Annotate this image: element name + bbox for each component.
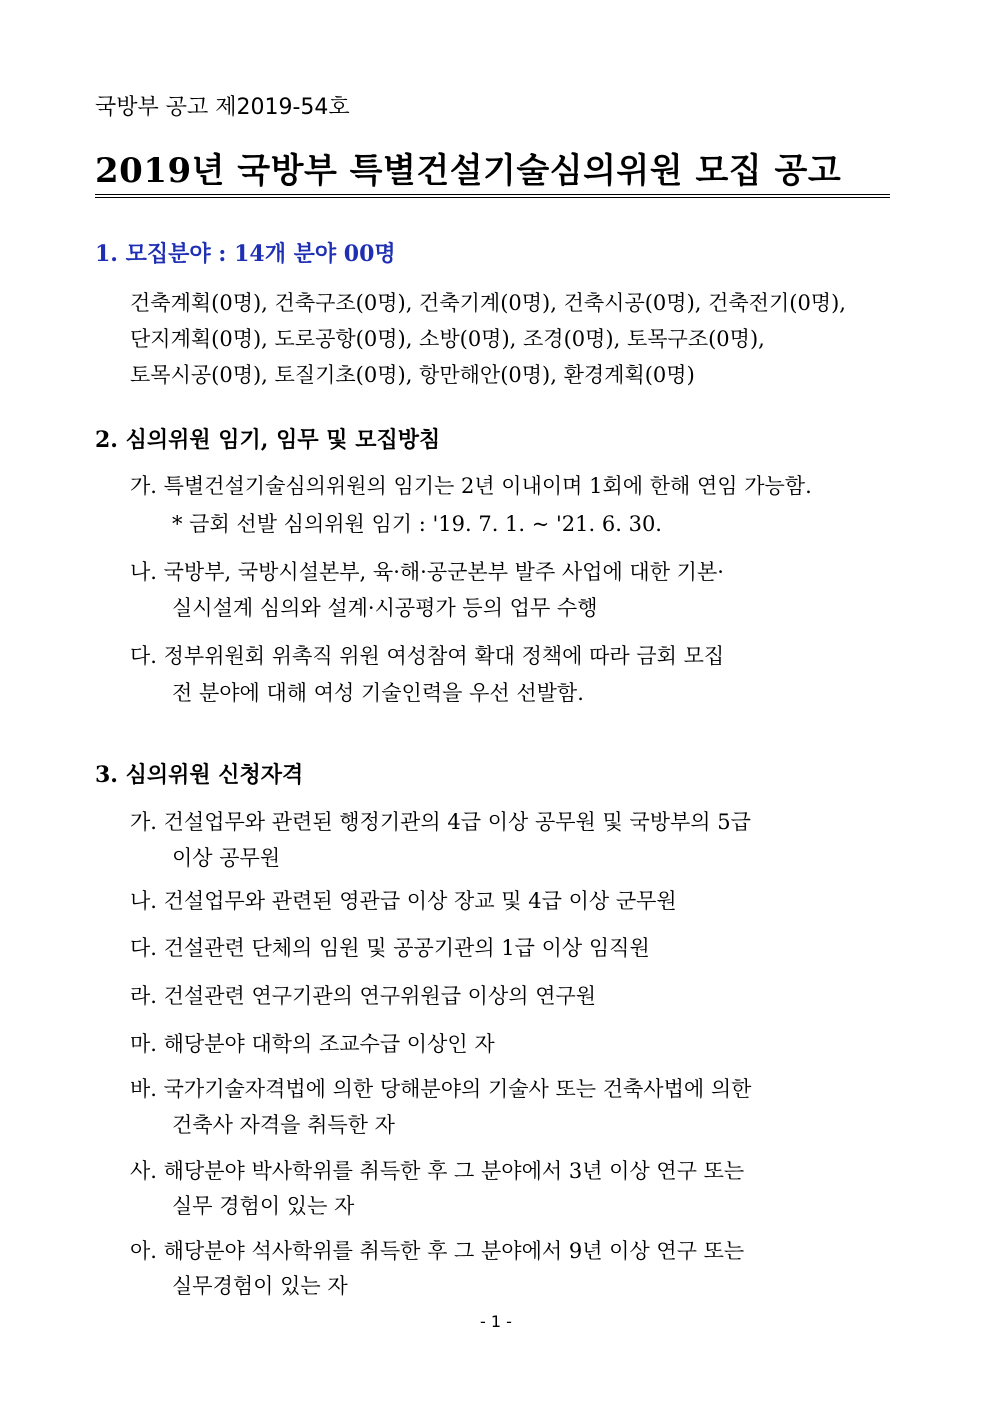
- section1-fields-line: 토목시공(0명), 토질기초(0명), 항만해안(0명), 환경계획(0명): [130, 363, 695, 387]
- list-item-line: 이상 공무원: [172, 846, 281, 870]
- list-item-line: 라. 건설관련 연구기관의 연구위원급 이상의 연구원: [130, 984, 597, 1008]
- list-item-line: 마. 해당분야 대학의 조교수급 이상인 자: [130, 1032, 495, 1056]
- section1-fields-line: 단지계획(0명), 도로공항(0명), 소방(0명), 조경(0명), 토목구조(0명),: [130, 327, 765, 351]
- page-title: 2019년 국방부 특별건설기술심의위원 모집 공고: [95, 143, 890, 198]
- list-item-line: 실무경험이 있는 자: [172, 1274, 348, 1298]
- list-item-line: 가. 특별건설기술심의위원의 임기는 2년 이내이며 1회에 한해 연임 가능함.: [130, 474, 812, 498]
- page-number: - 1 -: [480, 1312, 512, 1331]
- list-item-line: 나. 국방부, 국방시설본부, 육·해·공군본부 발주 사업에 대한 기본·: [130, 560, 724, 584]
- list-item-line: 다. 건설관련 단체의 임원 및 공공기관의 1급 이상 임직원: [130, 936, 650, 960]
- list-item-line: 바. 국가기술자격법에 의한 당해분야의 기술사 또는 건축사법에 의한: [130, 1077, 752, 1101]
- list-item-line: 건축사 자격을 취득한 자: [172, 1113, 395, 1137]
- list-item-line: 다. 정부위원회 위촉직 위원 여성참여 확대 정책에 따라 금회 모집: [130, 644, 725, 668]
- list-item-line: 실무 경험이 있는 자: [172, 1194, 355, 1218]
- list-item-line: 실시설계 심의와 설계·시공평가 등의 업무 수행: [172, 596, 598, 620]
- list-item-line: 사. 해당분야 박사학위를 취득한 후 그 분야에서 3년 이상 연구 또는: [130, 1159, 745, 1183]
- list-item-line: 나. 건설업무와 관련된 영관급 이상 장교 및 4급 이상 군무원: [130, 889, 677, 913]
- list-item-line: 전 분야에 대해 여성 기술인력을 우선 선발함.: [172, 681, 584, 705]
- notice-number: 국방부 공고 제2019-54호: [95, 95, 350, 120]
- section3-heading: 3. 심의위원 신청자격: [95, 762, 304, 788]
- section2-heading: 2. 심의위원 임기, 임무 및 모집방침: [95, 427, 441, 453]
- list-item-note: * 금회 선발 심의위원 임기 : '19. 7. 1. ~ '21. 6. 30.: [172, 512, 662, 536]
- section1-heading: 1. 모집분야 : 14개 분야 00명: [95, 241, 396, 267]
- section1-fields-line: 건축계획(0명), 건축구조(0명), 건축기계(0명), 건축시공(0명), 건축전기(0명),: [130, 291, 846, 315]
- list-item-line: 아. 해당분야 석사학위를 취득한 후 그 분야에서 9년 이상 연구 또는: [130, 1239, 745, 1263]
- list-item-line: 가. 건설업무와 관련된 행정기관의 4급 이상 공무원 및 국방부의 5급: [130, 810, 751, 834]
